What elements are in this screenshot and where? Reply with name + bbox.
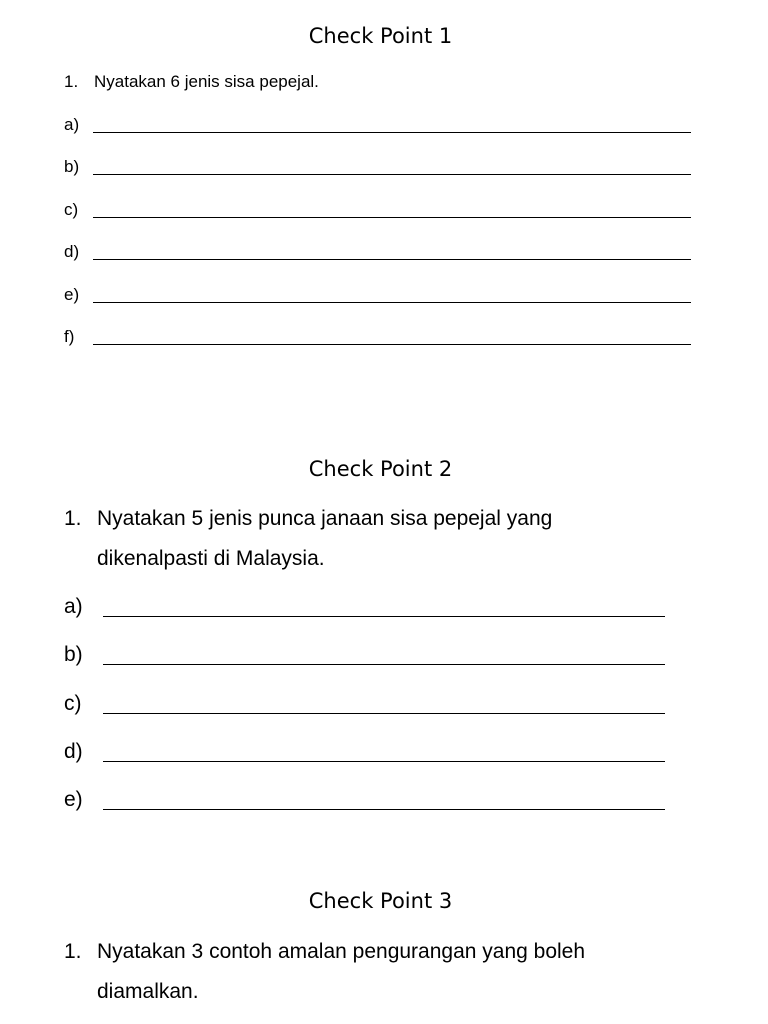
- answer-label: d): [64, 242, 80, 261]
- answer-label: c): [64, 692, 82, 715]
- answer-label: d): [64, 740, 83, 763]
- answer-label: a): [64, 595, 83, 618]
- answer-label: e): [64, 285, 80, 304]
- answer-blank-line: [103, 713, 665, 714]
- answer-label: e): [64, 788, 83, 811]
- answer-blank-line: [93, 302, 691, 303]
- answer-blank-line: [93, 259, 691, 260]
- question-text: Nyatakan 3 contoh amalan pengurangan yang boleh diamalkan.: [97, 940, 586, 1003]
- answer-label: f): [64, 327, 75, 346]
- question-number: 1.: [64, 507, 82, 530]
- question-number: 1.: [64, 940, 82, 963]
- question-text: Nyatakan 5 jenis punca janaan sisa pepejal yang dikenalpasti di Malaysia.: [97, 507, 553, 570]
- answer-label: c): [64, 200, 79, 219]
- answer-blank-line: [93, 132, 691, 133]
- answer-blank-line: [93, 344, 691, 345]
- answer-label: a): [64, 115, 80, 134]
- checkpoint-1-title: Check Point 1: [308, 24, 453, 48]
- checkpoint-3-title: Check Point 3: [308, 889, 453, 913]
- answer-blank-line: [103, 664, 665, 665]
- answer-blank-line: [103, 761, 665, 762]
- answer-blank-line: [103, 809, 665, 810]
- question-number: 1.: [64, 72, 79, 91]
- answer-blank-line: [93, 217, 691, 218]
- answer-blank-line: [93, 174, 691, 175]
- answer-blank-line: [103, 616, 665, 617]
- answer-label: b): [64, 643, 83, 666]
- checkpoint-2-title: Check Point 2: [308, 457, 453, 481]
- answer-label: b): [64, 157, 80, 176]
- question-text: Nyatakan 6 jenis sisa pepejal.: [94, 72, 319, 91]
